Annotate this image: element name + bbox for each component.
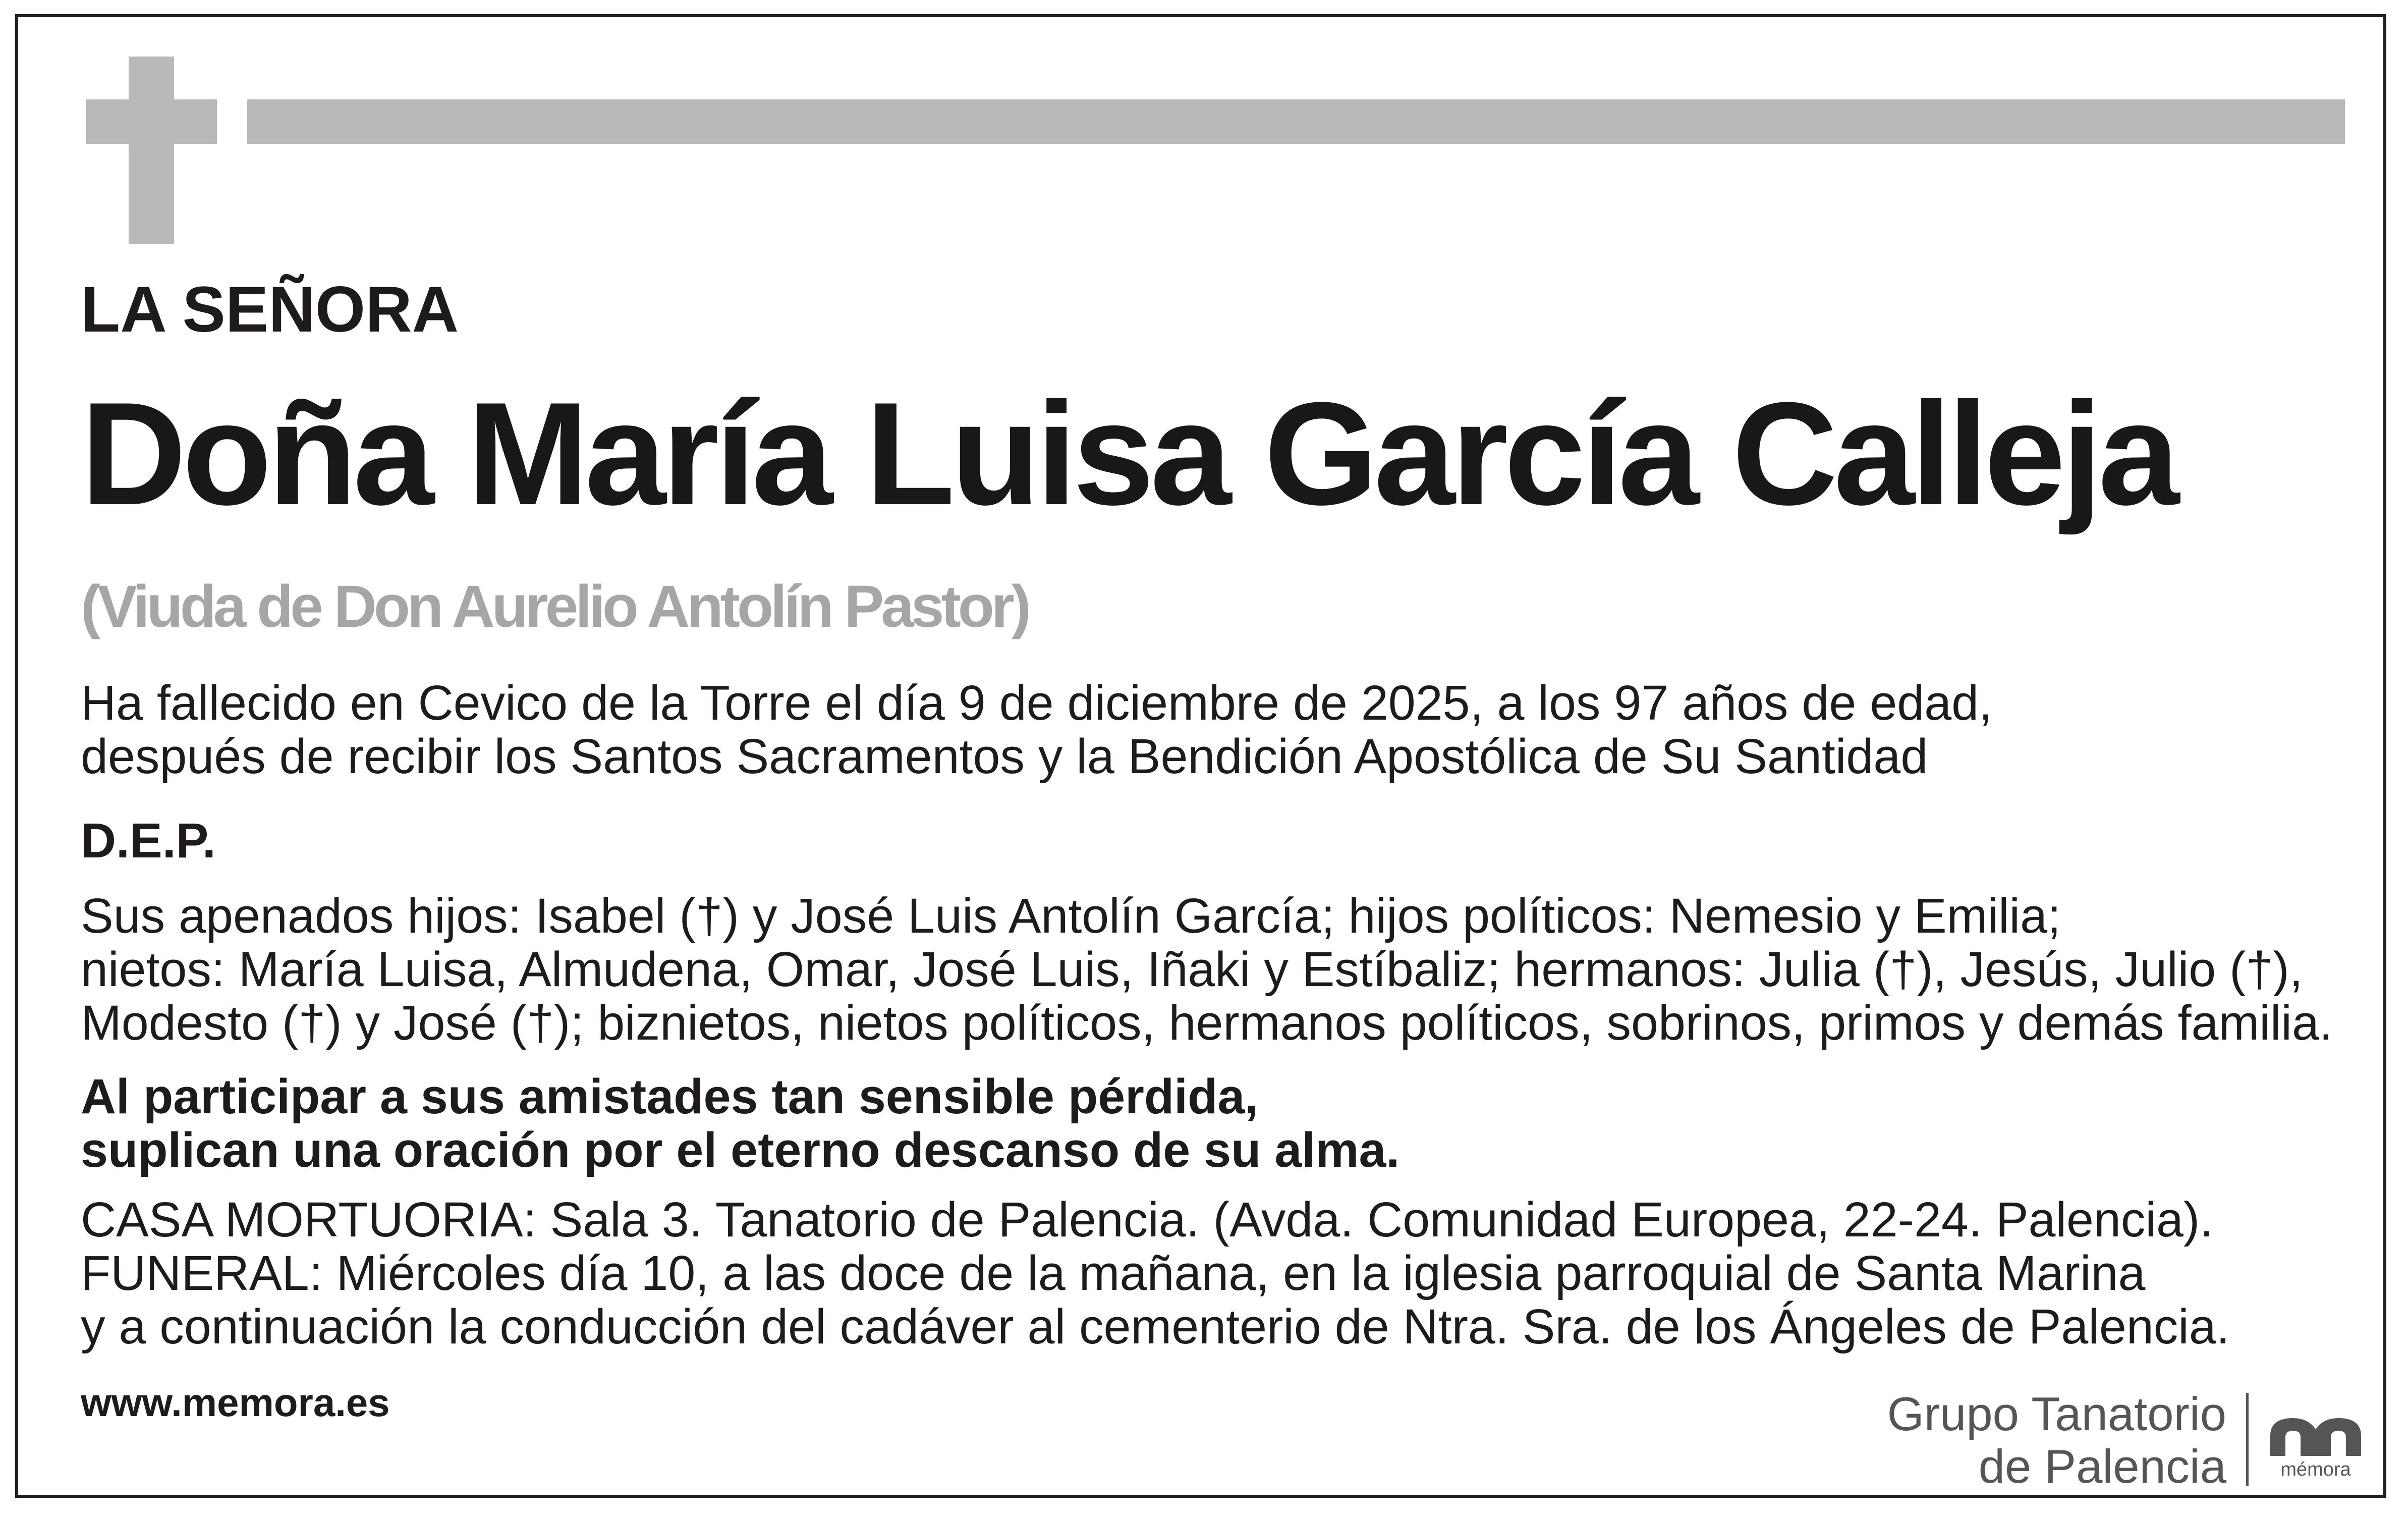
- logo-divider: [2246, 1393, 2249, 1486]
- header-bar: [247, 99, 2345, 144]
- organization-name: [1887, 1388, 2226, 1493]
- deceased-name: Doña María Luisa García Calleja: [81, 372, 2176, 535]
- service-info-line: FUNERAL: Miércoles día 10, a las doce de la mañana, en la iglesia parroquial de Santa Marina: [81, 1246, 2146, 1301]
- prayer-line: suplican una oración por el eterno descanso de su alma.: [81, 1122, 1400, 1177]
- family-line: Sus apenados hijos: Isabel (†) y José Luis Antolín García; hijos políticos: Nemesio y Emilia;: [81, 888, 2061, 943]
- widow-note: (Viuda de Don Aurelio Antolín Pastor): [81, 573, 1029, 640]
- logo-wordmark: mémora: [2280, 1459, 2351, 1480]
- website-link[interactable]: www.memora.es: [81, 1380, 390, 1425]
- service-info-line: y a continuación la conducción del cadáver al cementerio de Ntra. Sra. de los Ángeles de Palencia.: [81, 1299, 2230, 1354]
- organization-line: Grupo Tanatorio: [1887, 1387, 2226, 1440]
- family-line: Modesto (†) y José (†); biznietos, nietos políticos, hermanos políticos, sobrinos, primos y demás familia.: [81, 995, 2333, 1050]
- death-info-line: Ha fallecido en Cevico de la Torre el día 9 de diciembre de 2025, a los 97 años de edad,: [81, 675, 1993, 730]
- family-line: nietos: María Luisa, Almudena, Omar, José Luis, Iñaki y Estíbaliz; hermanos: Julia (†), Jesús, Julio (†),: [81, 942, 2303, 997]
- organization-line: de Palencia: [1978, 1440, 2226, 1493]
- dep-label: D.E.P.: [81, 813, 216, 868]
- prayer-line: Al participar a sus amistades tan sensible pérdida,: [81, 1069, 1259, 1124]
- service-info-line: CASA MORTUORIA: Sala 3. Tanatorio de Palencia. (Avda. Comunidad Europea, 22-24. Palencia).: [81, 1192, 2214, 1247]
- death-info-line: después de recibir los Santos Sacramentos y la Bendición Apostólica de Su Santidad: [81, 729, 1928, 784]
- cross-icon: [86, 57, 217, 244]
- title-prefix: LA SEÑORA: [81, 274, 459, 346]
